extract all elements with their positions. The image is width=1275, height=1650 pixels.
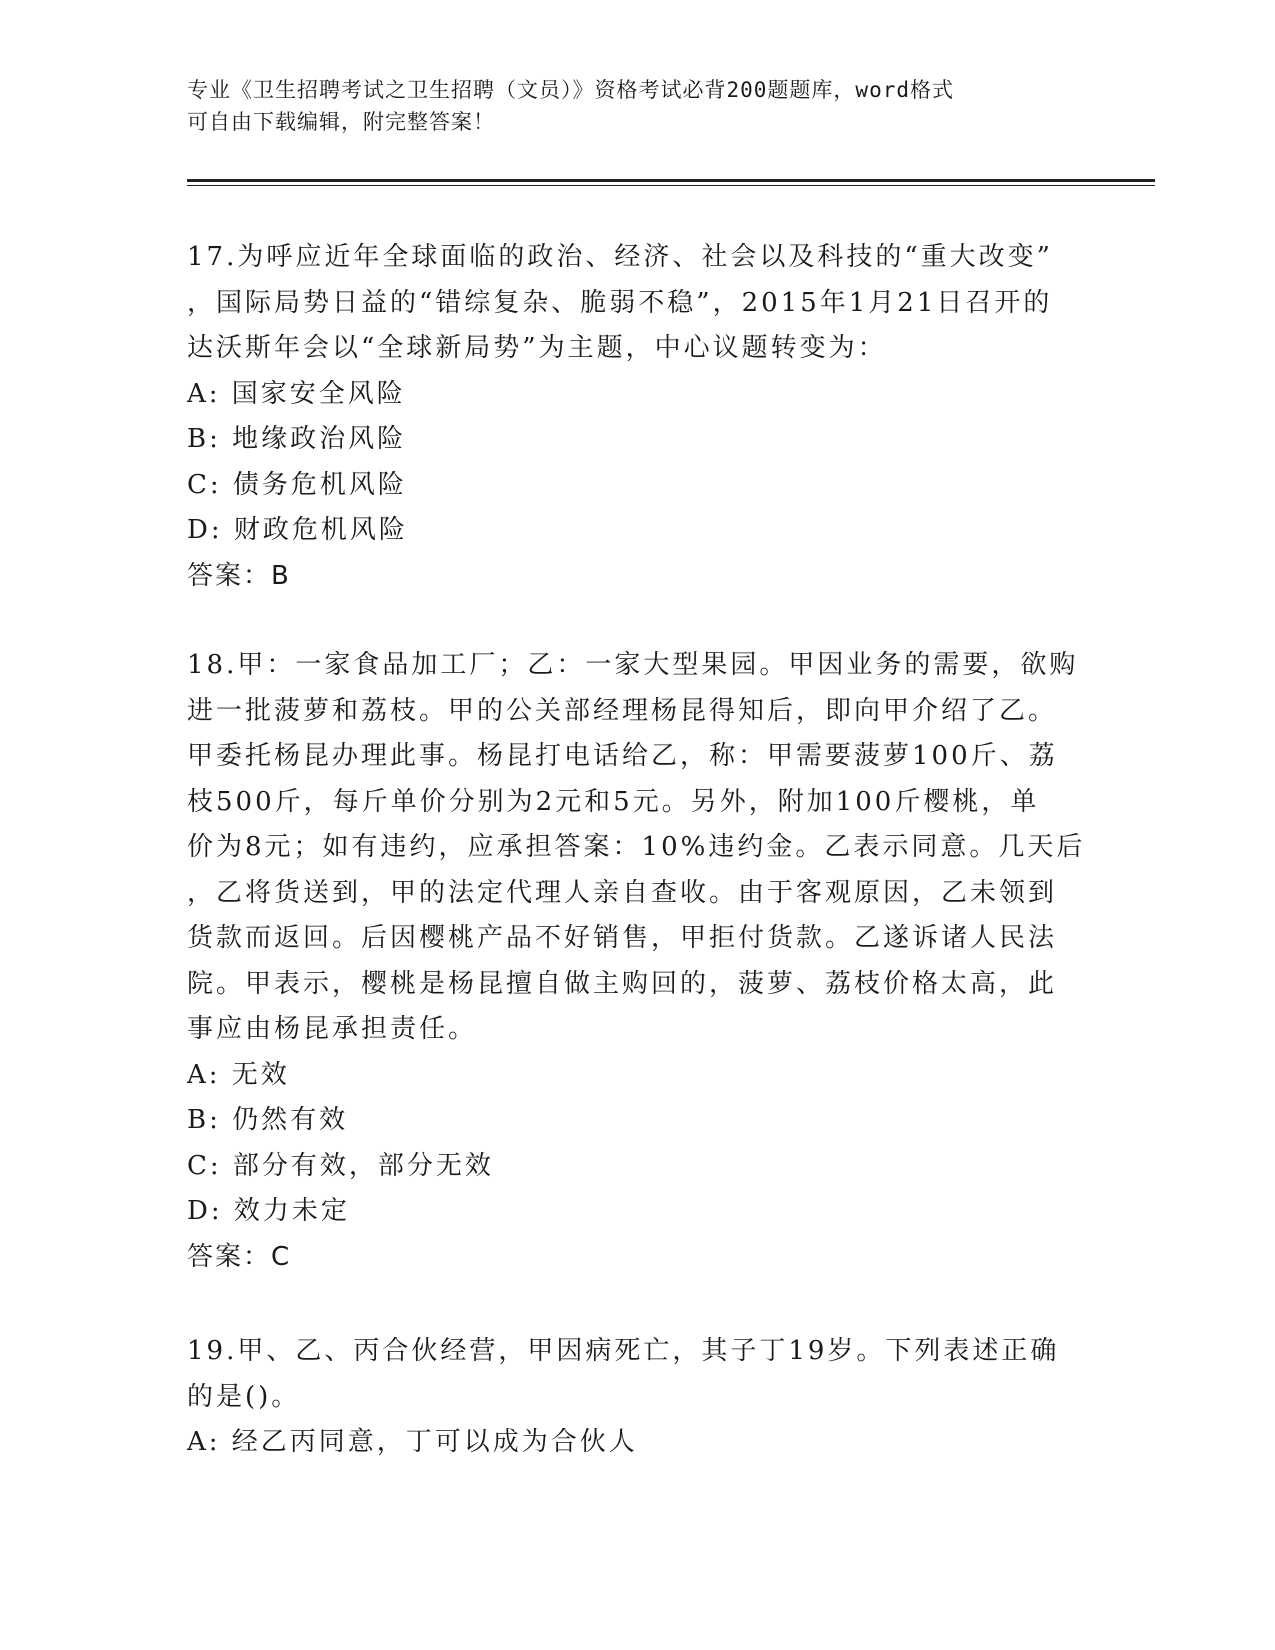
- option-c: C: 债务危机风险: [187, 469, 407, 500]
- document-header: [187, 74, 1077, 138]
- header-line-1: 专业《卫生招聘考试之卫生招聘（文员）》资格考试必背200题题库，word格式: [187, 78, 954, 102]
- question-stem-line: 达沃斯年会以“全球新局势”为主题，中心议题转变为：: [187, 333, 887, 363]
- question-stem-line: 甲委托杨昆办理此事。杨昆打电话给乙，称：甲需要菠萝100斤、荔: [187, 741, 1058, 771]
- question-stem-line: 进一批菠萝和荔枝。甲的公关部经理杨昆得知后，即向甲介绍了乙。: [187, 695, 1058, 726]
- question-stem-line: ，国际局势日益的“错综复杂、脆弱不稳”，2015年1月21日召开的: [187, 287, 1053, 318]
- question-stem-line: 17.为呼应近年全球面临的政治、经济、社会以及科技的“重大改变”: [187, 242, 1053, 272]
- header-divider-thin: [187, 185, 1155, 186]
- header-divider-thick: [187, 179, 1155, 182]
- question-stem-line: 18.甲：一家食品加工厂；乙：一家大型果园。甲因业务的需要，欲购: [187, 650, 1079, 680]
- question-stem-line: ，乙将货送到，甲的法定代理人亲自查收。由于客观原因，乙未领到: [187, 877, 1058, 908]
- question-stem-line: 事应由杨昆承担责任。: [187, 1014, 478, 1044]
- question-19: [187, 1329, 1087, 1466]
- question-17: [187, 235, 1087, 599]
- option-b: B: 仍然有效: [187, 1105, 349, 1135]
- question-stem-line: 的是()。: [187, 1381, 301, 1412]
- answer-line: 答案：C: [187, 1241, 292, 1272]
- header-line-2: 可自由下载编辑，附完整答案！: [187, 110, 495, 134]
- answer-line: 答案：B: [187, 560, 291, 591]
- question-stem-line: 院。甲表示，樱桃是杨昆擅自做主购回的，菠萝、荔枝价格太高，此: [187, 968, 1058, 999]
- option-a: A: 经乙丙同意，丁可以成为合伙人: [187, 1427, 638, 1457]
- question-stem-line: 枝500斤，每斤单价分别为2元和5元。另外，附加100斤樱桃，单: [187, 786, 1040, 817]
- option-a: A: 无效: [187, 1059, 290, 1090]
- question-stem-line: 价为8元；如有违约，应承担答案：10%违约金。乙表示同意。几天后: [187, 832, 1086, 862]
- option-d: D: 财政危机风险: [187, 515, 408, 545]
- option-d: D: 效力未定: [187, 1196, 350, 1226]
- option-c: C: 部分有效，部分无效: [187, 1150, 494, 1181]
- option-b: B: 地缘政治风险: [187, 424, 407, 454]
- question-18: [187, 643, 1087, 1280]
- question-stem-line: 货款而返回。后因樱桃产品不好销售，甲拒付货款。乙遂诉诸人民法: [187, 923, 1058, 953]
- question-stem-line: 19.甲、乙、丙合伙经营，甲因病死亡，其子丁19岁。下列表述正确: [187, 1336, 1060, 1366]
- option-a: A: 国家安全风险: [187, 378, 406, 409]
